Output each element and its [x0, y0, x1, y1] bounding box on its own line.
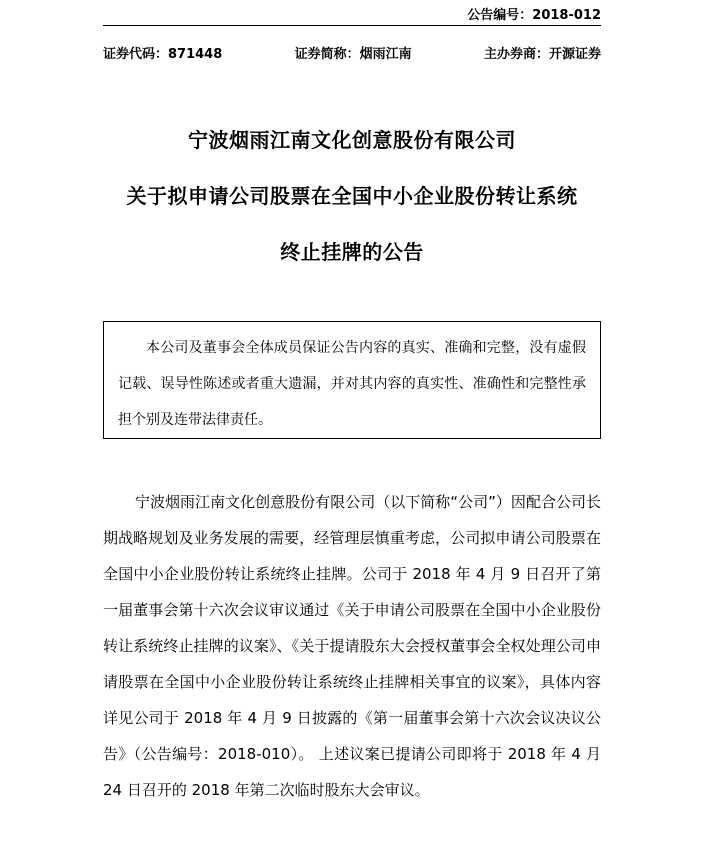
security-code: 证券代码：871448 [103, 47, 223, 62]
announcement-title-line2: 终止挂牌的公告 [280, 240, 424, 264]
header-divider [103, 25, 601, 26]
security-info-row [103, 43, 601, 62]
company-title: 宁波烟雨江南文化创意股份有限公司 [188, 128, 516, 152]
disclaimer-box [103, 321, 601, 439]
body-paragraph: 宁波烟雨江南文化创意股份有限公司（以下简称“公司”）因配合公司长期战略规划及业务发展的需要，经管理层慎重考虑，公司拟申请公司股票在全国中小企业股份转让系统终止挂牌。公司于 2018 年 4 月 9 日召开了第一届董事会第十六次会议审议通过《关于申请公司股票在全国中小企业股份转让系统终止挂牌的议案》、《关于提请股东大会授权董事会全权处理公司申请股票在全国中小企业股份转让系统终止挂牌相关事宜的议案》，具体内容详见公司于 2018 年 4 月 9 日披露的《第一届董事会第十六次会议决议公告》（公告编号：2018-010）。 上述议案已提请公司即将于 2018 年 4 月 24 日召开的 2018 年第二次临时股东大会审议。 [103, 493, 601, 799]
announcement-title-line1: 关于拟申请公司股票在全国中小企业股份转让系统 [126, 184, 578, 208]
sponsor-broker: 主办券商：开源证券 [483, 47, 601, 62]
security-abbreviation: 证券简称：烟雨江南 [294, 47, 412, 62]
announcement-body [103, 484, 601, 808]
disclaimer-text: 本公司及董事会全体成员保证公告内容的真实、准确和完整，没有虚假记载、误导性陈述或者重大遗漏，并对其内容的真实性、准确性和完整性承担个别及连带法律责任。 [118, 340, 586, 428]
announcement-number: 公告编号：2018-012 [467, 8, 601, 23]
